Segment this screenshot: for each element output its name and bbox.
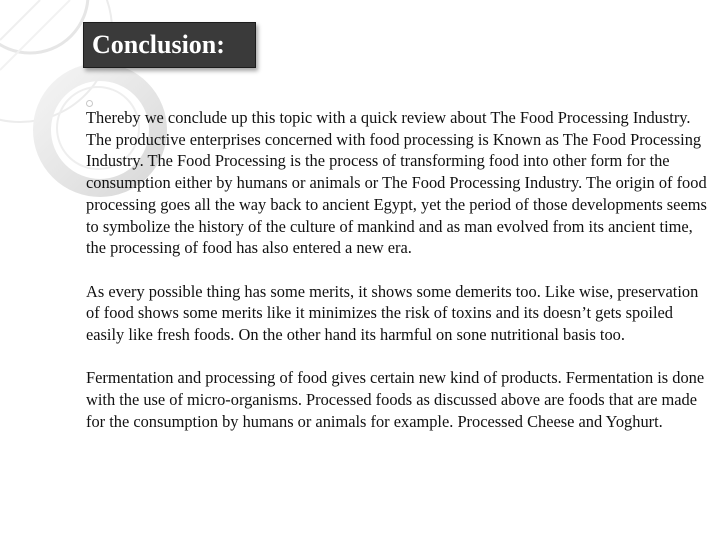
slide-title: Conclusion: [92,30,225,59]
paragraph-1: Thereby we conclude up this topic with a quick review about The Food Processing Industry. The productive enterprises concerned with food processing is Known as The Food Processing Industry. The Food Processing is the process of transforming food into other form for the consumption either by humans or animals or The Food Processing Industry. The origin of food processing goes all the way back to ancient Egypt, yet the period of those developments seems to symbolize the history of the culture of mankind and as man evolved from its ancient time, the processing of food has also entered a new era. [86,108,707,258]
decorative-line-2 [0,0,70,70]
decorative-line-1 [0,0,40,40]
bullet-icon [86,100,93,107]
paragraph-2: As every possible thing has some merits, it shows some demerits too. Like wise, preservation of food shows some merits like it minimizes the risk of toxins and its doesn’t gets spoiled easily like fresh foods. On the other hand its harmful on sone nutritional basis too. [86,281,699,345]
title-box [83,22,256,68]
slide-body [86,107,712,433]
paragraph-3: Fermentation and processing of food gives certain new kind of products. Fermentation is done with the use of micro-organisms. Processed foods as discussed above are foods that are made for the consumption by humans or animals for example. Processed Cheese and Yoghurt. [86,368,705,431]
